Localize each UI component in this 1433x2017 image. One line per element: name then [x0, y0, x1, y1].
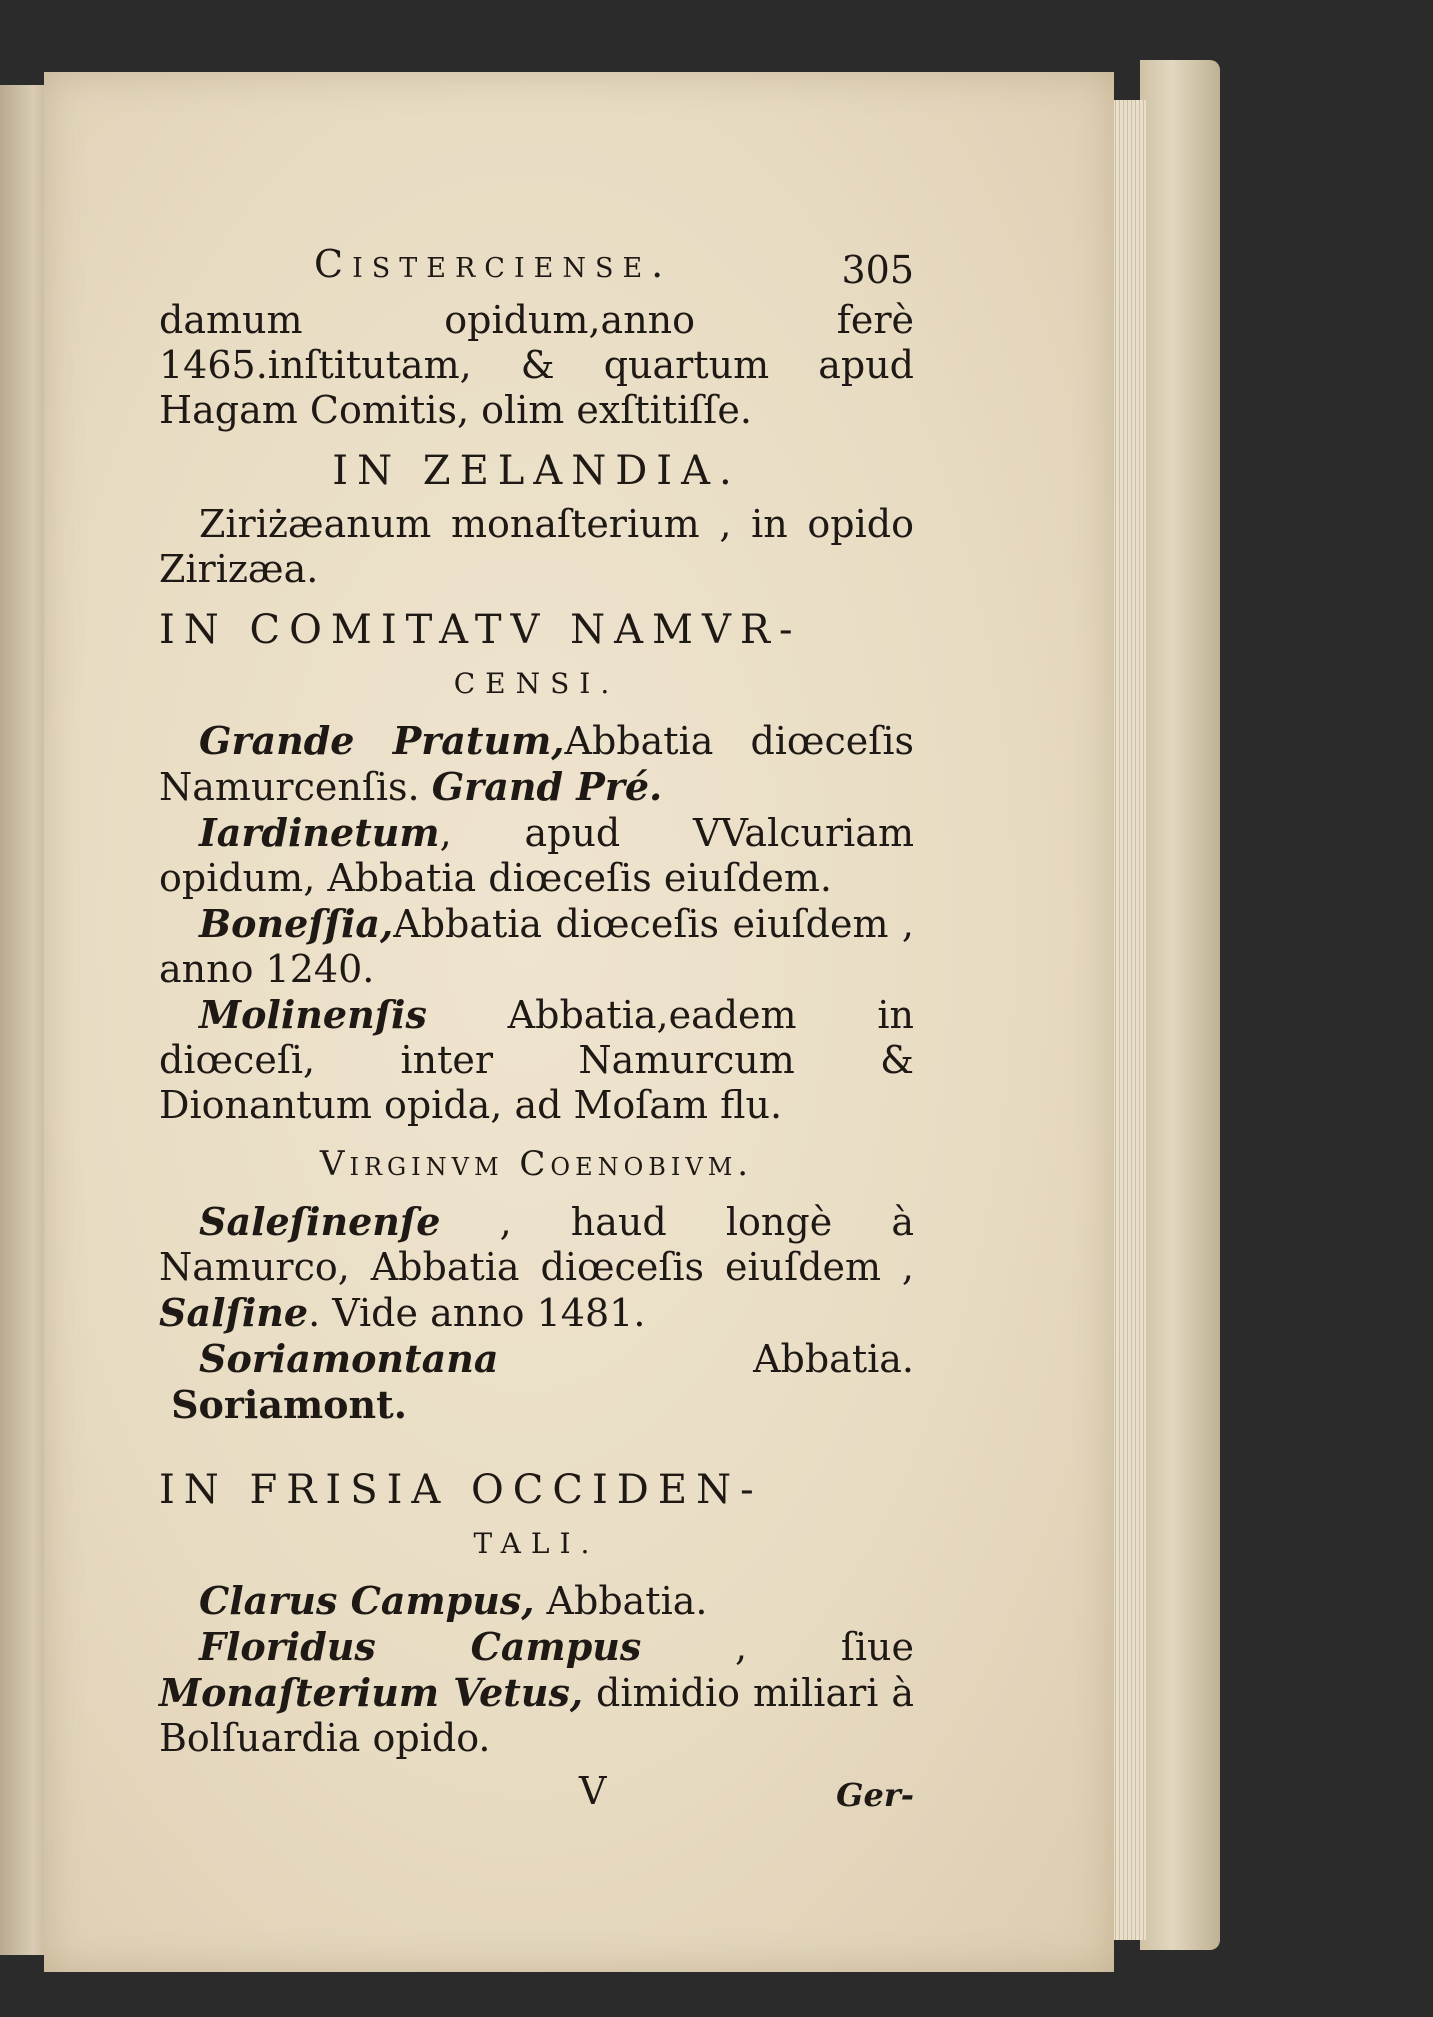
entry-text: , apud VValcuriam opidum, Abbatia diœceſis eiuſdem. [159, 811, 914, 900]
entry-clarus-campus [159, 1578, 914, 1624]
running-head [159, 242, 914, 298]
entry-soriamontana [159, 1336, 914, 1428]
text-block [159, 242, 914, 1819]
entry-grande-pratum [159, 718, 914, 810]
signature-mark: V [579, 1769, 607, 1813]
entry-zirizaeanum: Ziriżæanum monaſterium , in opido Zirizæa. [159, 502, 914, 591]
entry-text: , haud longè à Namurco, Abbatia diœceſis eiuſdem , [159, 1200, 914, 1289]
entry-name: Grande Pratum, [199, 718, 565, 763]
entry-iardinetum [159, 810, 914, 901]
entry-text: Abbatia. [534, 1579, 708, 1623]
heading-virginum: Virginvm Coenobivm. [319, 1144, 754, 1184]
entry-name: Clarus Campus, [199, 1578, 535, 1623]
entry-name: Iardinetum [199, 810, 440, 855]
entry-vernacular: Grand Pré. [431, 764, 663, 809]
entry-text: Abbatia diœceſis eiuſdem , anno 1240. [159, 902, 914, 991]
heading-frisia-line2: TALI. [473, 1527, 600, 1560]
entry-text: Abbatia. [498, 1337, 914, 1381]
entry-text: Abbatia,eadem in diœceſi, inter Namurcum & Dionantum opida, ad Moſam flu. [159, 993, 914, 1127]
entry-text: , ſiue [641, 1625, 914, 1669]
facing-page-edge [0, 85, 48, 1955]
entry-tail: . Vide anno 1481. [308, 1291, 646, 1335]
page-number: 305 [841, 248, 914, 292]
entry-bonessia [159, 901, 914, 992]
catchword: Ger- [836, 1776, 914, 1814]
entry-floridus-campus [159, 1624, 914, 1761]
entry-salesinense [159, 1199, 914, 1336]
book-cover-edge [1140, 60, 1220, 1950]
entry-name-alt: Monaſterium Vetus, [159, 1670, 584, 1715]
heading-namur-line2: CENSI. [453, 667, 620, 700]
entry-vernacular: Soriamont. [171, 1382, 407, 1427]
entry-name: Molinenſis [199, 992, 427, 1037]
heading-zelandia: IN ZELANDIA. [332, 448, 741, 494]
entry-vernacular: Salſine [159, 1290, 309, 1335]
heading-namur-line1: IN COMITATV NAMVR- [159, 607, 802, 653]
entry-name: Soriamontana [199, 1336, 499, 1381]
page-footer [159, 1769, 914, 1819]
entry-text: Abbatia diœceſis Namurcenſis. [159, 719, 914, 809]
entry-name: Floridus Campus [199, 1624, 642, 1669]
entry-name: Boneſſia, [199, 901, 394, 946]
entry-tail: dimidio miliari à Bolſuardia opido. [159, 1671, 914, 1760]
running-head-title: Cisterciense. [314, 242, 673, 286]
paragraph-continuation: damum opidum,anno ferè 1465.inſtitutam, & quartum apud Hagam Comitis, olim exſtitiſſe. [159, 298, 914, 432]
entry-molinensis [159, 992, 914, 1128]
entry-name: Saleſinenſe [199, 1199, 441, 1244]
book-page [44, 72, 1114, 1972]
heading-frisia-line1: IN FRISIA OCCIDEN- [159, 1467, 763, 1513]
